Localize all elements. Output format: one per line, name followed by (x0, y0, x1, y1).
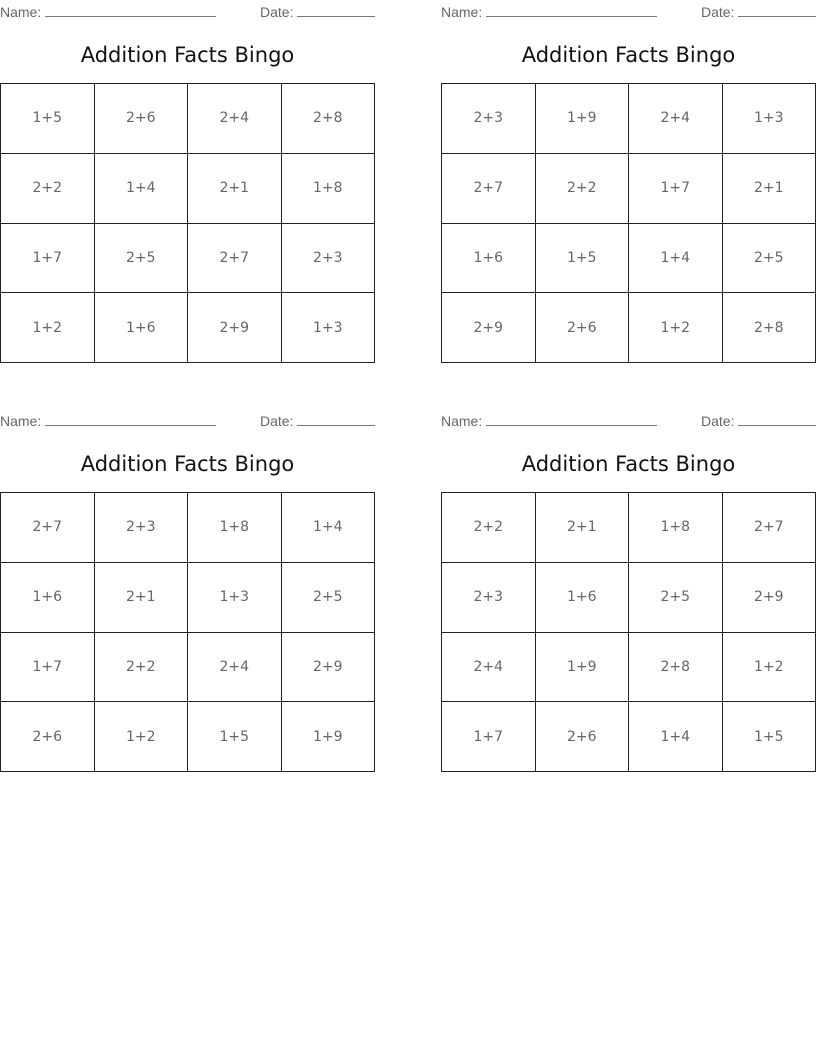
bingo-cell: 1+5 (723, 702, 816, 772)
bingo-cell: 1+9 (282, 702, 376, 772)
bingo-cell: 2+3 (442, 563, 536, 633)
bingo-cell: 2+2 (536, 154, 630, 224)
bingo-cell: 2+3 (95, 493, 189, 563)
date-blank-line[interactable] (738, 2, 816, 17)
bingo-grid (0, 83, 375, 363)
bingo-cell: 2+1 (536, 493, 630, 563)
bingo-cell: 2+2 (442, 493, 536, 563)
bingo-cell: 2+9 (282, 633, 376, 703)
bingo-cell: 2+4 (442, 633, 536, 703)
bingo-cell: 1+2 (1, 293, 95, 363)
bingo-cell: 1+6 (1, 563, 95, 633)
card-title: Addition Facts Bingo (521, 452, 736, 476)
bingo-cell: 1+4 (629, 224, 723, 294)
bingo-cell: 1+8 (282, 154, 376, 224)
bingo-cell: 2+1 (188, 154, 282, 224)
name-label: Name: (0, 4, 42, 20)
name-blank-line[interactable] (486, 2, 657, 17)
name-label: Name: (441, 413, 483, 429)
date-label: Date: (260, 413, 294, 429)
name-field[interactable] (441, 411, 657, 429)
name-field[interactable] (0, 411, 216, 429)
bingo-cell: 1+5 (188, 702, 282, 772)
bingo-cell: 2+9 (442, 293, 536, 363)
card-title: Addition Facts Bingo (521, 43, 736, 67)
bingo-cell: 2+7 (188, 224, 282, 294)
bingo-cell: 1+2 (95, 702, 189, 772)
bingo-cell: 1+7 (1, 633, 95, 703)
bingo-cell: 1+4 (629, 702, 723, 772)
bingo-cell: 2+8 (282, 84, 376, 154)
bingo-cell: 1+7 (629, 154, 723, 224)
date-field[interactable] (701, 411, 816, 429)
bingo-cell: 1+8 (188, 493, 282, 563)
name-field[interactable] (0, 2, 216, 20)
bingo-cell: 1+2 (629, 293, 723, 363)
bingo-cell: 2+6 (1, 702, 95, 772)
bingo-cell: 2+3 (442, 84, 536, 154)
date-blank-line[interactable] (297, 411, 375, 426)
bingo-cell: 2+6 (536, 702, 630, 772)
name-blank-line[interactable] (45, 411, 216, 426)
bingo-cell: 2+7 (1, 493, 95, 563)
bingo-grid (441, 83, 816, 363)
bingo-grid (441, 492, 816, 772)
bingo-cell: 2+1 (95, 563, 189, 633)
name-label: Name: (0, 413, 42, 429)
date-field[interactable] (260, 2, 375, 20)
bingo-cell: 1+3 (723, 84, 816, 154)
bingo-cell: 2+8 (629, 633, 723, 703)
bingo-cell: 1+5 (1, 84, 95, 154)
bingo-cell: 2+4 (629, 84, 723, 154)
bingo-cell: 1+9 (536, 633, 630, 703)
name-blank-line[interactable] (45, 2, 216, 17)
card-title: Addition Facts Bingo (80, 43, 295, 67)
bingo-cell: 2+9 (723, 563, 816, 633)
bingo-cell: 2+5 (723, 224, 816, 294)
bingo-cell: 2+4 (188, 84, 282, 154)
date-blank-line[interactable] (738, 411, 816, 426)
bingo-cell: 1+6 (95, 293, 189, 363)
bingo-cell: 2+7 (723, 493, 816, 563)
bingo-cell: 1+3 (282, 293, 376, 363)
bingo-cell: 2+1 (723, 154, 816, 224)
bingo-cell: 2+3 (282, 224, 376, 294)
date-label: Date: (260, 4, 294, 20)
bingo-cell: 2+5 (95, 224, 189, 294)
card-title: Addition Facts Bingo (80, 452, 295, 476)
bingo-cell: 1+4 (95, 154, 189, 224)
bingo-cell: 1+6 (442, 224, 536, 294)
bingo-cell: 2+4 (188, 633, 282, 703)
bingo-cell: 1+2 (723, 633, 816, 703)
bingo-cell: 1+7 (1, 224, 95, 294)
bingo-cell: 1+9 (536, 84, 630, 154)
name-blank-line[interactable] (486, 411, 657, 426)
card-header (441, 2, 816, 20)
bingo-cell: 1+8 (629, 493, 723, 563)
bingo-cell: 2+9 (188, 293, 282, 363)
bingo-cell: 1+7 (442, 702, 536, 772)
bingo-cell: 2+6 (95, 84, 189, 154)
name-field[interactable] (441, 2, 657, 20)
date-label: Date: (701, 413, 735, 429)
bingo-cell: 2+2 (1, 154, 95, 224)
card-header (0, 2, 375, 20)
bingo-cell: 1+6 (536, 563, 630, 633)
bingo-cell: 2+8 (723, 293, 816, 363)
date-field[interactable] (701, 2, 816, 20)
bingo-cell: 2+5 (629, 563, 723, 633)
bingo-cell: 2+2 (95, 633, 189, 703)
name-label: Name: (441, 4, 483, 20)
bingo-cell: 1+4 (282, 493, 376, 563)
bingo-cell: 2+5 (282, 563, 376, 633)
date-blank-line[interactable] (297, 2, 375, 17)
card-header (0, 411, 375, 429)
bingo-cell: 1+5 (536, 224, 630, 294)
bingo-cell: 2+7 (442, 154, 536, 224)
bingo-cell: 2+6 (536, 293, 630, 363)
bingo-cell: 1+3 (188, 563, 282, 633)
bingo-grid (0, 492, 375, 772)
card-header (441, 411, 816, 429)
date-field[interactable] (260, 411, 375, 429)
date-label: Date: (701, 4, 735, 20)
